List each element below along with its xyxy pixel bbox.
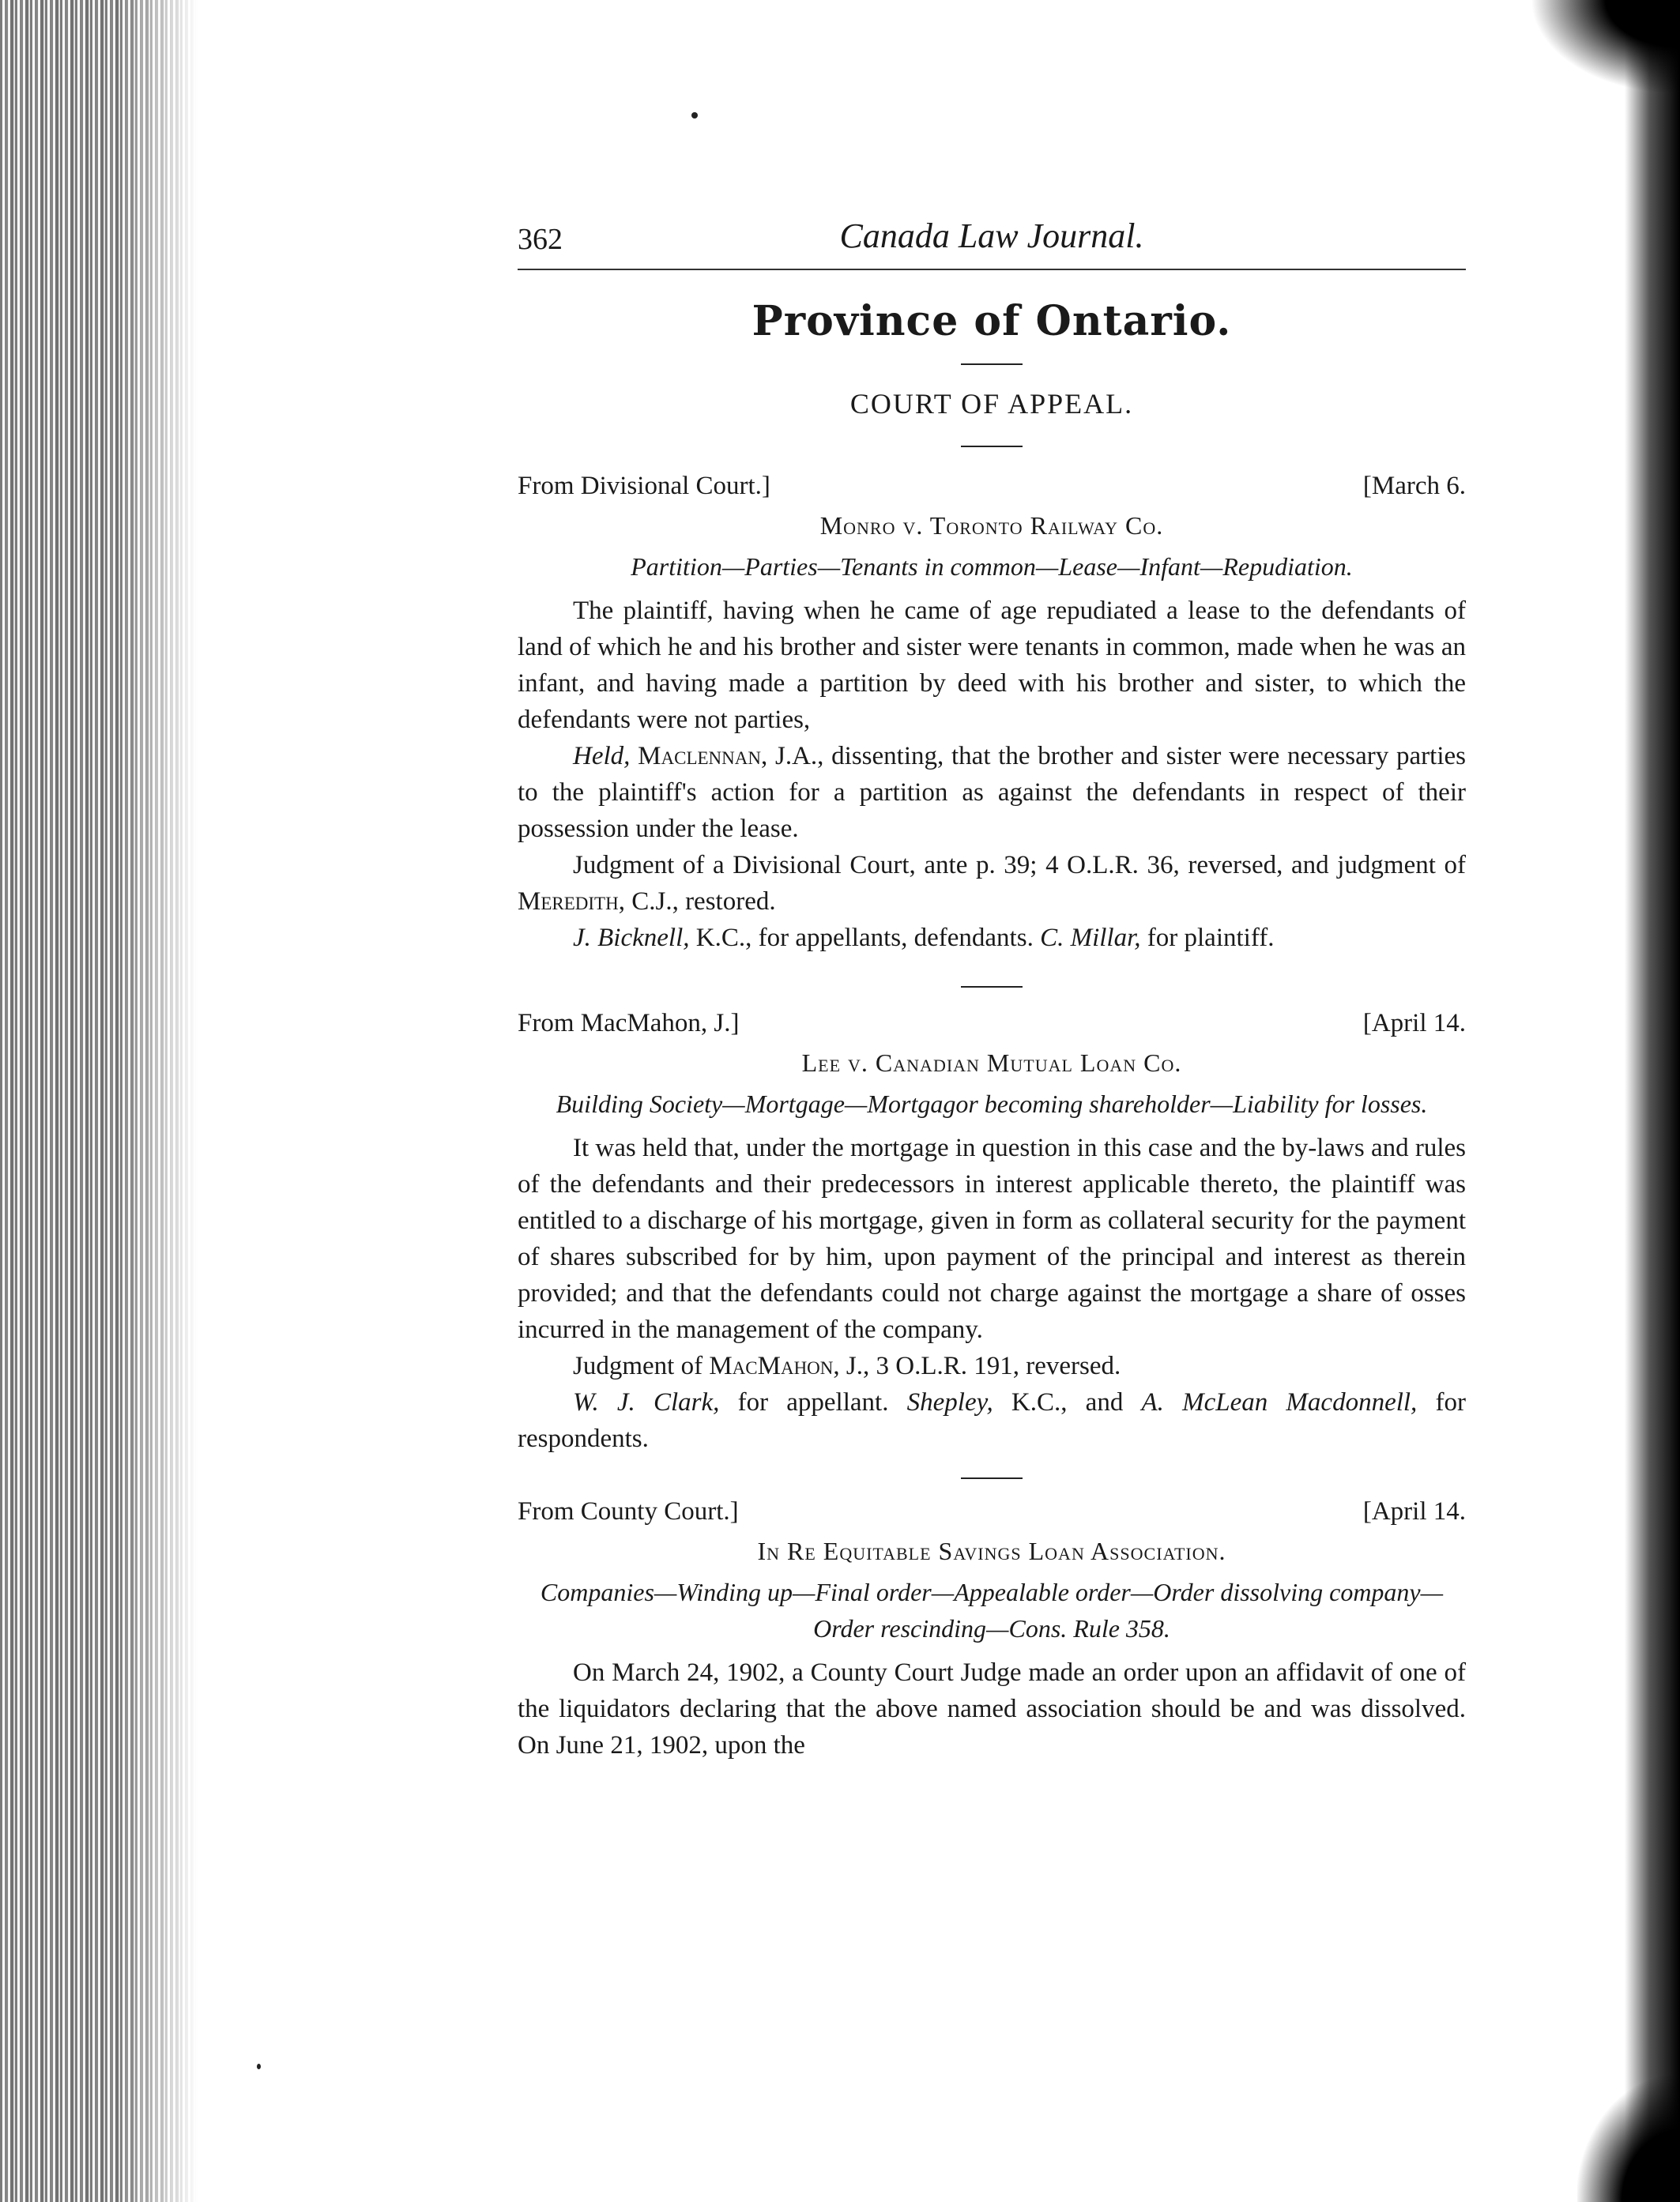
- judge-name: Meredith,: [518, 887, 625, 916]
- divider: [961, 363, 1023, 365]
- case-date: [April 14.: [1362, 1009, 1466, 1037]
- judge-name: MacMahon,: [709, 1352, 840, 1380]
- page-body: [518, 213, 1466, 1763]
- case-origin-line: [518, 468, 1466, 504]
- counsel-text: for respondents.: [518, 1388, 1466, 1453]
- case-date: [March 6.: [1362, 472, 1466, 500]
- scan-right-edge: [1625, 0, 1680, 2202]
- case-name: Monro v. Toronto Railway Co.: [819, 511, 1164, 540]
- held-word: Held,: [573, 742, 631, 770]
- paragraph: [518, 1348, 1466, 1384]
- paragraph-text: J., 3 O.L.R. 191, reversed.: [839, 1352, 1121, 1380]
- case-origin: From County Court.]: [518, 1497, 739, 1526]
- counsel-line: [518, 920, 1466, 956]
- paragraph: [518, 738, 1466, 847]
- paragraph: On March 24, 1902, a County Court Judge made an order upon an affidavit of one of the liquidators declaring that the above named association should be and was dissolved. On June 21, 1902, upon the: [518, 1658, 1466, 1760]
- paragraph-text: Judgment of: [573, 1352, 710, 1380]
- divider: [961, 1477, 1023, 1479]
- paragraph: The plaintiff, having when he came of age repudiated a lease to the defendants of land of which he and his brother and sister were tenants in common, made when he was an infant, and having made a partition by deed with his brother and sister, to which the defendants were not parties,: [518, 597, 1466, 734]
- paragraph: [518, 847, 1466, 920]
- counsel-name: Shepley,: [906, 1388, 993, 1417]
- section-title: Province of Ontario.: [751, 297, 1232, 345]
- counsel-name: J. Bicknell,: [573, 924, 690, 952]
- scan-speck: [691, 112, 698, 119]
- divider: [961, 986, 1023, 988]
- paragraph: It was held that, under the mortgage in question in this case and the by-laws and rules of the defendants and their predecessors in interest applicable thereto, the plaintiff was entitled to a discharge of his mortgage, given in form as collateral security for the payment of shares subscribed for by him, upon payment of the principal and interest as therein provided; and that the defendants could not charge against the mortgage a share of osses incurred in the management of the company.: [518, 1134, 1466, 1344]
- scan-corner-bottom: [1577, 2076, 1680, 2202]
- counsel-text: K.C., and: [993, 1388, 1142, 1417]
- court-title: COURT OF APPEAL.: [849, 388, 1134, 420]
- counsel-text: for plaintiff.: [1140, 924, 1275, 952]
- case-origin: From Divisional Court.]: [518, 472, 770, 500]
- case-headnote: Building Society—Mortgage—Mortgagor becoming shareholder—Liability for losses.: [556, 1090, 1428, 1118]
- judge-name: Maclennan,: [638, 742, 768, 770]
- case-date: [April 14.: [1362, 1497, 1466, 1526]
- case-origin-line: [518, 1005, 1466, 1041]
- scan-left-edge: [0, 0, 198, 2202]
- paragraph-text: C.J., restored.: [624, 887, 776, 916]
- paragraph-text: Judgment of a Divisional Court, ante p. 39; 4 O.L.R. 36, reversed, and judgment of: [573, 851, 1466, 879]
- divider: [961, 446, 1023, 447]
- scan-speck: [257, 2064, 261, 2069]
- counsel-line: [518, 1384, 1466, 1457]
- counsel-name: W. J. Clark,: [573, 1388, 720, 1417]
- case-name: In Re Equitable Savings Loan Association.: [757, 1537, 1226, 1565]
- case-origin: From MacMahon, J.]: [518, 1009, 740, 1037]
- journal-title: Canada Law Journal.: [839, 216, 1144, 255]
- case-headnote: Partition—Parties—Tenants in common—Lease—Infant—Repudiation.: [631, 552, 1353, 581]
- running-head: [518, 213, 1466, 270]
- case-origin-line: [518, 1493, 1466, 1530]
- scan-corner-top: [1530, 0, 1680, 95]
- page-number: 362: [518, 223, 563, 256]
- counsel-name: C. Millar,: [1040, 924, 1141, 952]
- case-name: Lee v. Canadian Mutual Loan Co.: [801, 1048, 1182, 1077]
- counsel-text: for appellant.: [719, 1388, 907, 1417]
- paragraph-text: J.A., dissenting, that the brother and sister were necessary parties to the plaintiff's action for a partition as against the defendants in respect of their possession under the lease.: [518, 742, 1466, 843]
- counsel-text: K.C., for appellants, defendants.: [689, 924, 1041, 952]
- case-headnote: Companies—Winding up—Final order—Appealable order—Order dissolving company—Order rescinding—Cons. Rule 358.: [540, 1578, 1444, 1643]
- counsel-name: A. McLean Macdonnell,: [1141, 1388, 1418, 1417]
